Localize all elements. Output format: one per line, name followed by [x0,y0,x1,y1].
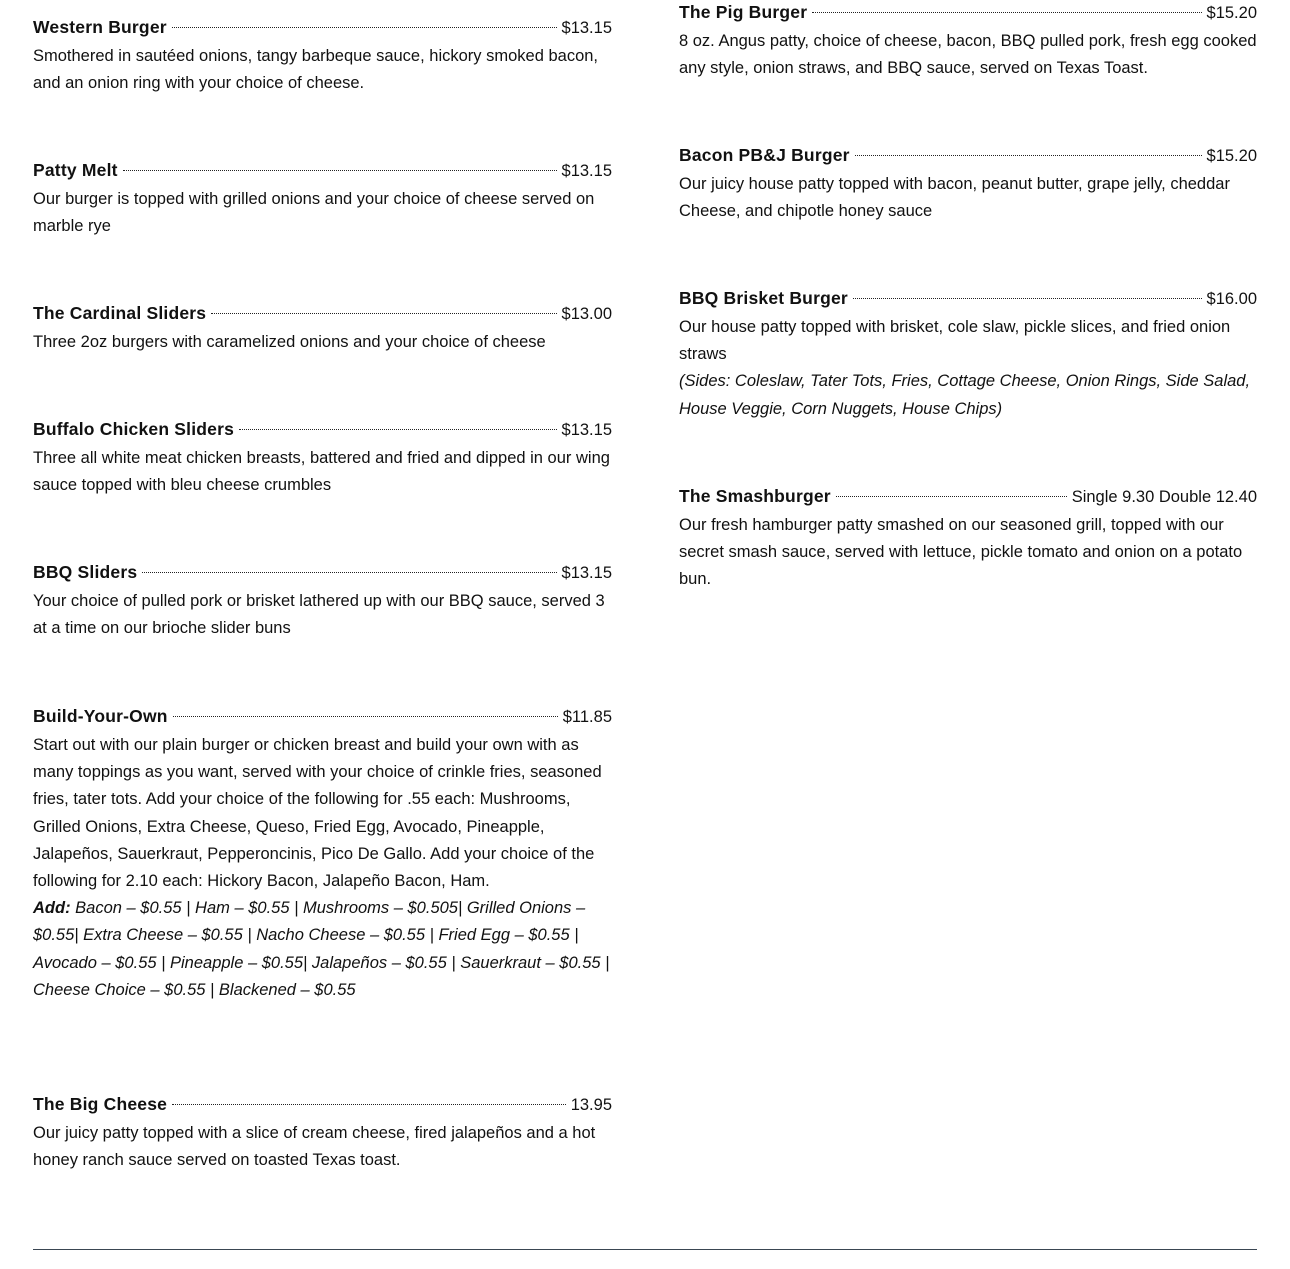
menu-item-bbq-sliders [33,558,612,642]
menu-item-header [679,284,1257,312]
menu-item-name: Buffalo Chicken Sliders [33,419,235,439]
menu-item-cardinal-sliders [33,299,612,356]
menu-item-build-your-own [33,702,612,1004]
menu-item-header [679,141,1257,169]
menu-item-price: $13.15 [561,19,612,37]
menu-item-description: Our house patty topped with brisket, cole slaw, pickle slices, and fried onion straws [679,318,1231,364]
menu-item-name: BBQ Sliders [33,562,138,582]
menu-item-header [33,415,612,443]
dot-leader [172,26,557,28]
menu-item-name: The Cardinal Sliders [33,303,207,323]
menu-item-bbq-brisket-burger [679,284,1257,423]
add-ons-text: Bacon – $0.55 | Ham – $0.55 | Mushrooms – $0.505| Grilled Onions – $0.55| Extra Cheese – $0.55 | Nacho Cheese – $0.55 | Fried Egg – $0.55 | Avocado – $0.55 | Pineapple – $0.55| Jalapeños – $0.55 | Sauerkraut – $0.55 | Cheese Choice – $0.55 | Blackened – $0.55 [33,899,610,999]
menu-item-header [33,1090,612,1118]
menu-item-price: $13.15 [561,162,612,180]
add-ons-label: Add: [33,899,71,918]
menu-item-name: Build-Your-Own [33,706,168,726]
menu-item-price: $13.00 [561,305,612,323]
dot-leader [855,154,1202,156]
menu-item-header [679,482,1257,510]
menu-item-description: Our juicy patty topped with a slice of cream cheese, fired jalapeños and a hot honey ranch sauce served on toasted Texas toast. [33,1124,596,1170]
menu-item-description: Smothered in sautéed onions, tangy barbeque sauce, hickory smoked bacon, and an onion ring with your choice of cheese. [33,47,599,93]
menu-item-western-burger [33,13,612,97]
dot-leader [173,715,558,717]
dot-leader [211,312,556,314]
menu-item-description: Our fresh hamburger patty smashed on our seasoned grill, topped with our secret smash sauce, served with lettuce, pickle tomato and onion on a potato bun. [679,516,1243,589]
dot-leader [836,495,1067,497]
menu-item-description: Our juicy house patty topped with bacon, peanut butter, grape jelly, cheddar Cheese, and chipotle honey sauce [679,175,1230,221]
menu-item-header [33,702,612,730]
menu-item-description: Our burger is topped with grilled onions and your choice of cheese served on marble rye [33,190,595,236]
menu-item-buffalo-chicken-sliders [33,415,612,499]
dot-leader [142,571,556,573]
menu-item-price: $16.00 [1206,290,1257,308]
menu-item-name: BBQ Brisket Burger [679,288,848,308]
bottom-divider [33,1249,1257,1250]
menu-item-price: Single 9.30 Double 12.40 [1071,488,1257,506]
menu-item-header [33,558,612,586]
menu-item-price: $15.20 [1206,4,1257,22]
menu-item-header [679,0,1257,26]
menu-item-description: 8 oz. Angus patty, choice of cheese, bacon, BBQ pulled pork, fresh egg cooked any style, onion straws, and BBQ sauce, served on Texas Toast. [679,32,1257,78]
dot-leader [853,297,1202,299]
menu-item-price: $15.20 [1206,147,1257,165]
menu-item-name: Bacon PB&J Burger [679,145,850,165]
add-ons-list [33,895,612,1004]
dot-leader [123,169,557,171]
menu-item-big-cheese [33,1090,612,1174]
menu-item-name: The Pig Burger [679,2,808,22]
menu-item-name: Western Burger [33,17,167,37]
dot-leader [812,11,1201,13]
menu-item-description: Start out with our plain burger or chicken breast and build your own with as many toppings as you want, served with your choice of crinkle fries, seasoned fries, tater tots. Add your choice of the following for .55 each: Mushrooms, Grilled Onions, Extra Cheese, Queso, Fried Egg, Avocado, Pineapple, Jalapeños, Sauerkraut, Pepperoncinis, Pico De Gallo. Add your choice of the following for 2.10 each: Hickory Bacon, Jalapeño Bacon, Ham. [33,736,602,891]
dot-leader [239,428,557,430]
menu-item-header [33,299,612,327]
menu-item-price: $11.85 [562,708,612,726]
menu-item-description: Three 2oz burgers with caramelized onions and your choice of cheese [33,333,546,351]
dot-leader [172,1103,566,1105]
menu-item-price: $13.15 [561,421,612,439]
menu-item-name: The Big Cheese [33,1094,168,1114]
menu-item-pig-burger [679,0,1257,82]
menu-item-price: 13.95 [570,1096,612,1114]
sides-note: (Sides: Coleslaw, Tater Tots, Fries, Cottage Cheese, Onion Rings, Side Salad, House Veggie, Corn Nuggets, House Chips) [679,372,1251,418]
menu-item-description: Three all white meat chicken breasts, battered and fried and dipped in our wing sauce topped with bleu cheese crumbles [33,449,610,495]
menu-item-patty-melt [33,156,612,240]
menu-item-name: Patty Melt [33,160,118,180]
menu-item-header [33,13,612,41]
menu-item-smashburger [679,482,1257,594]
menu-item-name: The Smashburger [679,486,831,506]
menu-item-bacon-pbj-burger [679,141,1257,225]
menu-item-description: Your choice of pulled pork or brisket lathered up with our BBQ sauce, served 3 at a time on our brioche slider buns [33,592,605,638]
menu-item-header [33,156,612,184]
menu-item-price: $13.15 [561,564,612,582]
